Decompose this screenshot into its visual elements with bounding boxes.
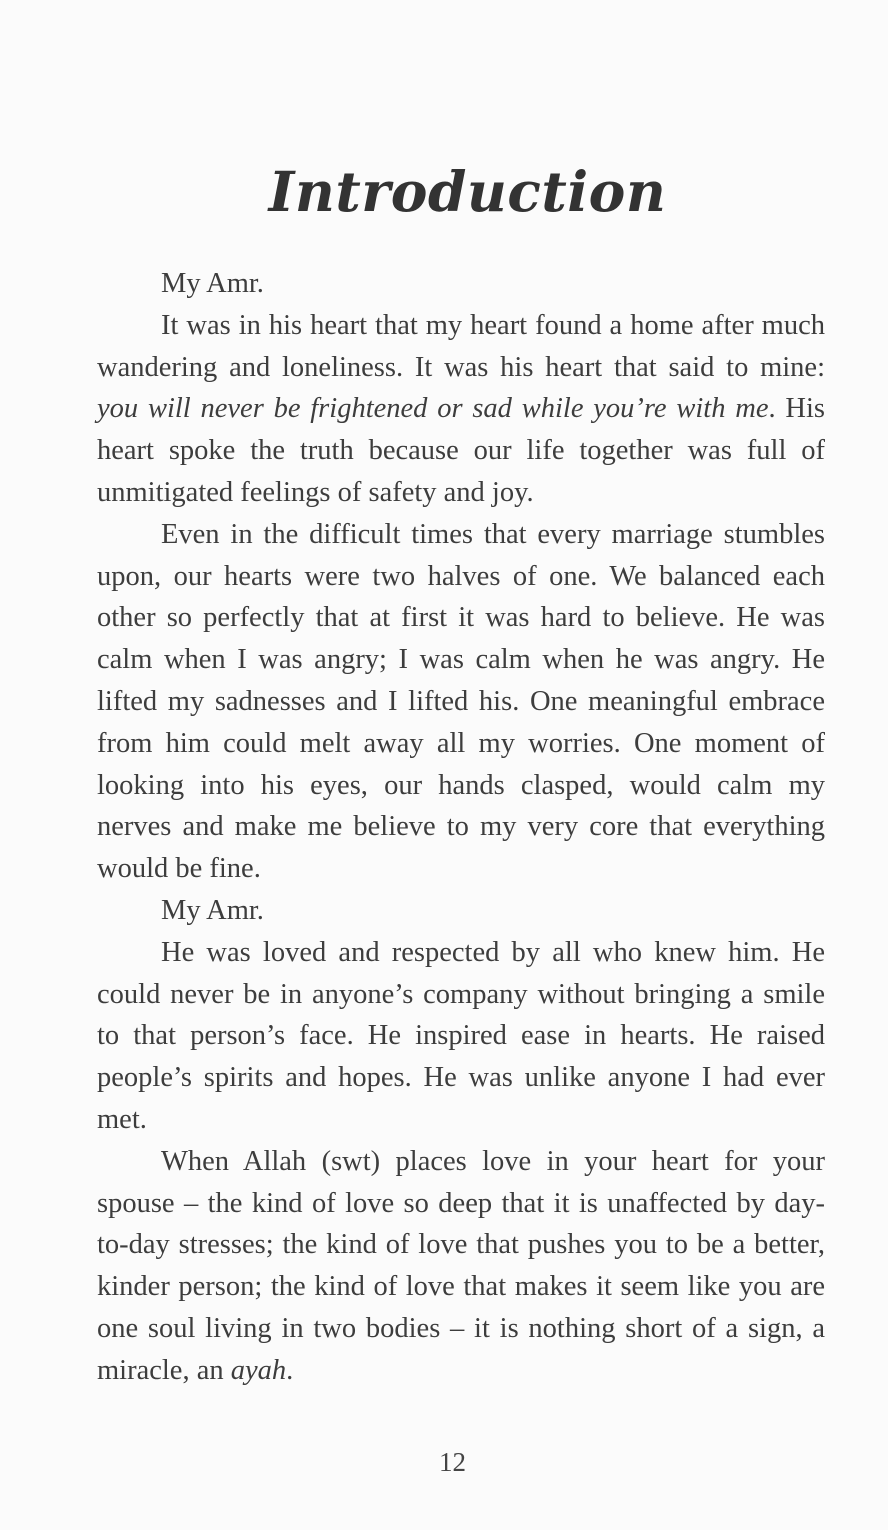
paragraph-text: . His heart spoke the truth because our life together was full of unmitigated feelings of safety and joy. <box>97 393 826 508</box>
paragraph-difficult-times: Even in the difficult times that every marriage stumbles upon, our hearts were two halves of one. We balanced each other so perfectly that at first it was hard to believe. He was calm when I was angry; I was calm when he was angry. He lifted my sadnesses and I lifted his. One meaningful embrace from him could melt away all my worries. One moment of looking into his eyes, our hands clasped, would calm my nerves and make me believe to my very core that everything would be fine. <box>97 518 825 885</box>
chapter-title: Introduction <box>268 158 667 224</box>
paragraph-text: When Allah (swt) places love in your heart for your spouse – the kind of love so deep that it is unaffected by day-to-day stresses; the kind of love that pushes you to be a better, kinder person; the kind of love that makes it seem like you are one soul living in two bodies – it is nothing short of a sign, a miracle, an <box>97 1145 825 1386</box>
page-number: 12 <box>439 1447 466 1477</box>
chapter-body <box>97 263 825 1392</box>
paragraph-sign-miracle <box>97 1141 825 1392</box>
paragraph-text: It was in his heart that my heart found a home after much wandering and loneliness. It was his heart that said to mine: <box>97 309 825 383</box>
paragraph-text: . <box>286 1354 294 1386</box>
salutation-paragraph: My Amr. <box>161 268 264 299</box>
salutation-paragraph: My Amr. <box>161 894 264 926</box>
paragraph-loved-respected: He was loved and respected by all who knew him. He could never be in anyone’s company without bringing a smile to that person’s face. He inspired ease in hearts. He raised people’s spirits and hopes. He was unlike anyone I had ever met. <box>97 936 825 1135</box>
italic-term: ayah <box>230 1354 287 1386</box>
italic-quote: you will never be frightened or sad while you’re with me <box>97 393 769 425</box>
paragraph-heart-home <box>97 305 825 514</box>
